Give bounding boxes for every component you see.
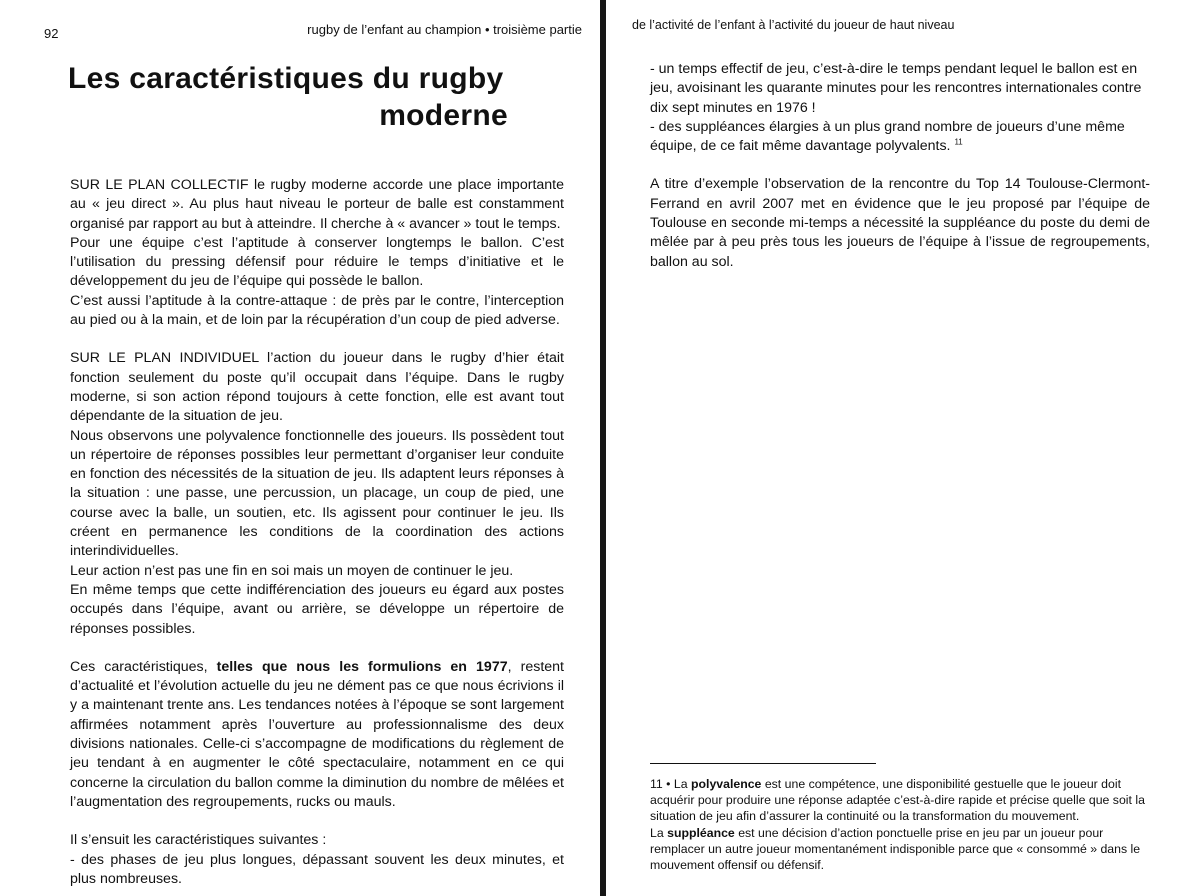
footnote-ref: 11	[954, 137, 963, 147]
right-page	[606, 0, 1181, 896]
paragraph: Nous observons une polyvalence fonctionnelle des joueurs. Ils possèdent tout un répertoire de réponses possibles leur permettant d’organiser leur conduite en fonction des nécessités de la situation de jeu. Ils adaptent leurs réponses à la situation : une passe, une percussion, un placage, un coup de pied, une course avec la balle, un soutien, etc. Ils agissent pour continuer le jeu. Ils créent en permanence les conditions de la coordination des actions interindividuelles.	[70, 427, 564, 560]
paragraph: SUR LE PLAN INDIVIDUEL l’action du joueur dans le rugby d’hier était fonction seulement du poste qu’il occupait dans l’équipe. Dans le rugby moderne, si son action répond toujours à cette fonction, elle est avant tout dépendante de la situation de jeu.	[70, 350, 564, 425]
paragraph: Il s’ensuit les caractéristiques suivantes :	[70, 832, 327, 849]
footnote-divider	[650, 763, 876, 764]
page-title	[68, 60, 508, 134]
list-item: - un temps effectif de jeu, c’est-à-dire le temps pendant lequel le ballon est en jeu, avoisinant les quarante minutes pour les rencontres internationales contre dix sept minutes en 1976 !	[650, 61, 1142, 116]
footnote-term: suppléance	[667, 825, 735, 840]
paragraph: En même temps que cette indifférenciation des joueurs eu égard aux postes occupés dans l’équipe, avant ou arrière, se développe un répertoire de réponses possibles.	[70, 581, 564, 637]
right-body-text	[650, 60, 1150, 272]
title-line-2: moderne	[379, 99, 508, 132]
paragraph: C’est aussi l’aptitude à la contre-attaque : de près par le contre, l’interception au pied ou à la main, et de loin par la récupération d’un coup de pied adverse.	[70, 292, 564, 329]
list-item: - des phases de jeu plus longues, dépassant souvent les deux minutes, et plus nombreuses.	[70, 851, 564, 887]
title-line-1: Les caractéristiques du rugby	[68, 62, 504, 95]
paragraph: A titre d’exemple l’observation de la rencontre du Top 14 Toulouse-Clermont-Ferrand en avril 2007 met en évidence que le jeu proposé par l’équipe de Toulouse en seconde mi-temps a nécessité la suppléance du poste du demi de mêlée par à peu près tous les joueurs de l’équipe à l’issue de regroupements, ballon au sol.	[650, 176, 1150, 270]
page-number: 92	[44, 26, 59, 41]
running-head-right: de l’activité de l’enfant à l’activité du joueur de haut niveau	[632, 18, 955, 32]
footnote-para: 11 • La polyvalence est une compétence, une disponibilité gestuelle que le joueur doit acquérir pour produire une réponse adaptée c’est-à-dire rapide et précise quelle que soit la situation de jeu afin d’assurer la continuité ou la transformation du mouvement.	[650, 777, 1145, 824]
section-lead: SUR LE PLAN INDIVIDUEL	[70, 350, 259, 367]
paragraph: Pour une équipe c’est l’aptitude à conserver longtemps le ballon. C’est l’utilisation du pressing défensif pour réduire le temps d’initiative et le développement du jeu de l’équipe qui possède le ballon.	[70, 234, 564, 290]
list-item: - des suppléances élargies à un plus grand nombre de joueurs d’une même équipe, de ce fait même davantage polyvalents. $^{11}$	[650, 118, 1125, 155]
left-body-text	[70, 176, 564, 889]
paragraph: Leur action n’est pas une fin en soi mais un moyen de continuer le jeu.	[70, 562, 514, 579]
paragraph: Ces caractéristiques, telles que nous les formulions en 1977, restent d’actualité et l’évolution actuelle du jeu ne dément pas ce que nous écrivions il y a maintenant trente ans. Les tendances notées à l’époque se sont largement affirmées notamment après l’ouverture au professionnalisme des deux divisions nationales. Celle-ci s’accompagne de modifications du règlement de jeu tendant à en augmenter le côté spectaculaire, notamment en ce qui concerne la circulation du ballon comme la diminution du nombre de mêlées et l’augmentation des regroupements, rucks ou mauls.	[70, 658, 564, 810]
footnote-para: La suppléance est une décision d’action ponctuelle prise en jeu par un joueur pour remplacer un autre joueur momentanément indisponible parce que « consommé » dans le mouvement offensif ou défensif.	[650, 825, 1141, 873]
bold-phrase: telles que nous les formulions en 1977	[216, 658, 508, 675]
footnote-term: polyvalence	[691, 777, 762, 791]
paragraph: SUR LE PLAN COLLECTIF le rugby moderne accorde une place importante au « jeu direct ». Au plus haut niveau le porteur de balle est constamment organisé par rapport au but à atteindre. Il cherche à « avancer » tout le temps.	[70, 177, 564, 232]
section-lead: SUR LE PLAN COLLECTIF	[70, 177, 249, 193]
footnote	[650, 776, 1150, 873]
running-head-left: rugby de l’enfant au champion • troisième partie	[307, 22, 582, 37]
